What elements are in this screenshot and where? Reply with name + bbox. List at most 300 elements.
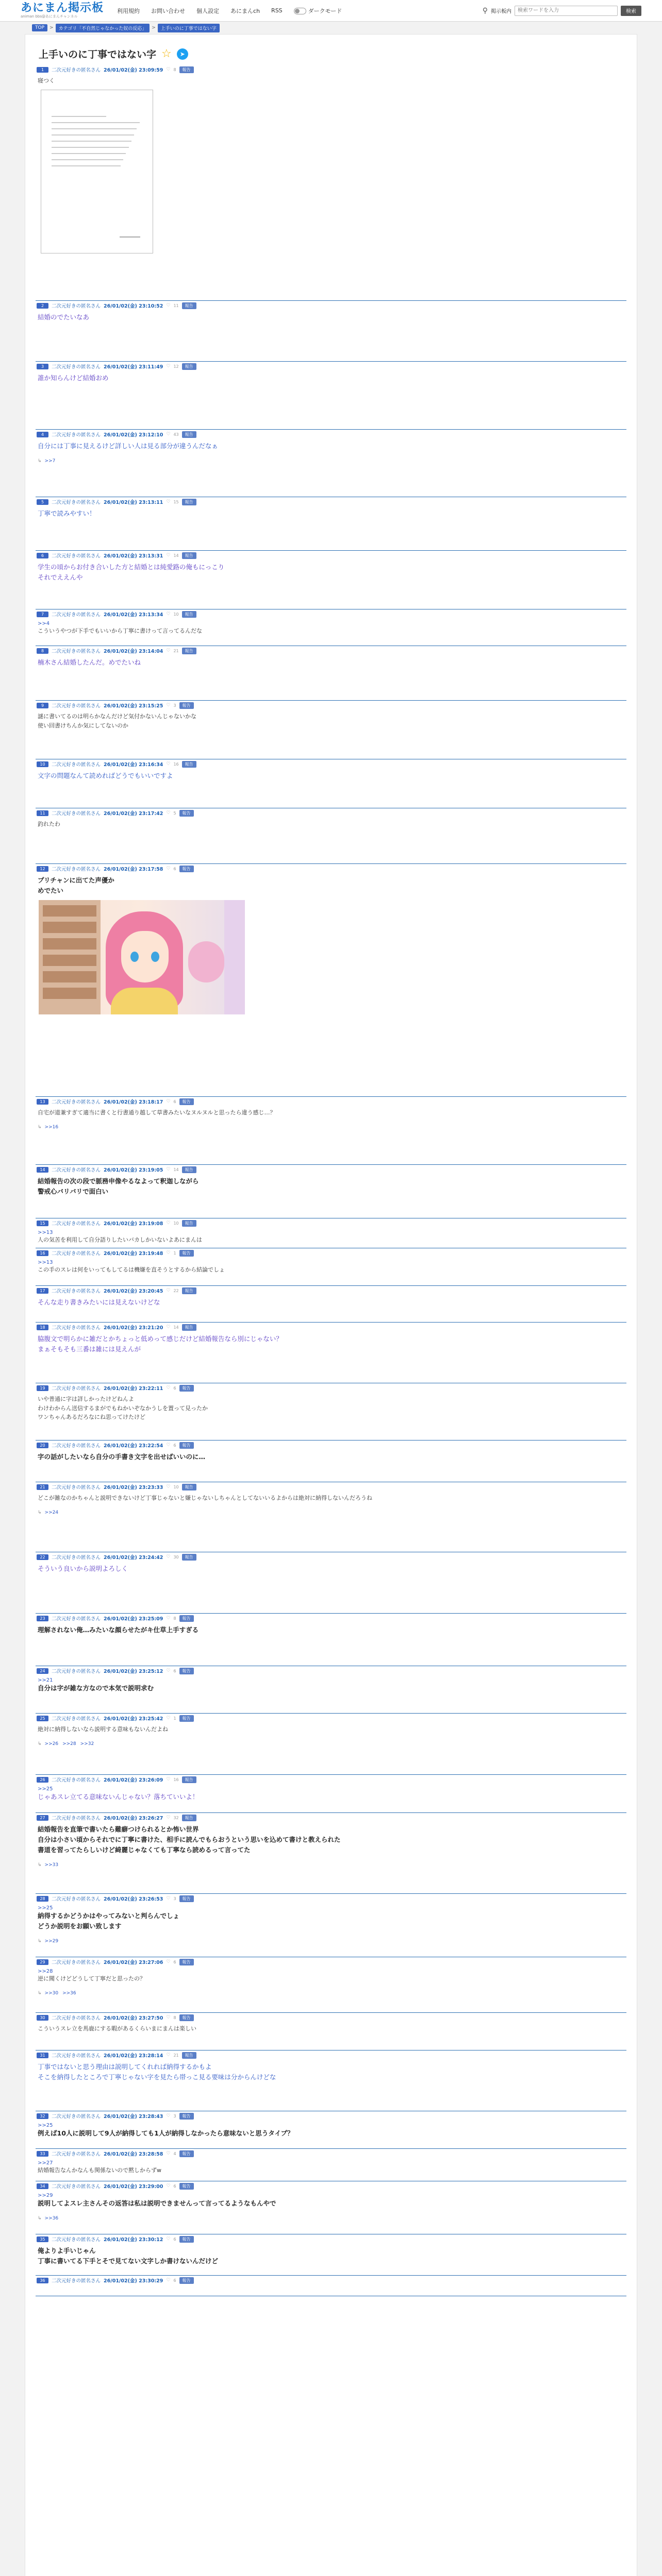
- post: [36, 2149, 626, 2181]
- report-button[interactable]: 報告: [182, 1324, 196, 1331]
- heart-icon[interactable]: ♡: [166, 1616, 171, 1621]
- thread-container: [25, 34, 637, 2576]
- post: [36, 1813, 626, 1894]
- post-date: 26/01/02(金) 23:26:09: [104, 1777, 163, 1783]
- attached-document-image[interactable]: [41, 90, 153, 253]
- document-text-line: [52, 141, 131, 142]
- shelf-row: [43, 971, 96, 982]
- logo-subtitle: animan bbs@あにまんチャンネル: [21, 14, 78, 19]
- like-count: 4: [173, 2151, 176, 2156]
- post-date: 26/01/02(金) 23:19:08: [104, 1221, 163, 1227]
- reply-link[interactable]: >>16: [44, 1124, 59, 1130]
- like-count: 30: [173, 1554, 179, 1560]
- post-date: 26/01/02(金) 23:17:42: [104, 811, 163, 817]
- post: [36, 808, 626, 864]
- heart-icon[interactable]: ♡: [166, 2278, 171, 2283]
- post-number[interactable]: 23: [37, 1616, 48, 1621]
- like-count: 6: [173, 1099, 176, 1104]
- post-header: [36, 1248, 626, 1258]
- post: [36, 551, 626, 609]
- post: [36, 609, 626, 646]
- poster-name: 二次元好きの匿名さん: [52, 2278, 101, 2284]
- report-button[interactable]: 報告: [182, 499, 196, 505]
- post-number[interactable]: 16: [37, 1250, 48, 1256]
- heart-icon[interactable]: ♡: [166, 612, 171, 617]
- report-button[interactable]: 報告: [182, 431, 196, 438]
- report-button[interactable]: 報告: [182, 2052, 196, 2059]
- poster-name: 二次元好きの匿名さん: [52, 1167, 101, 1173]
- post: [36, 1552, 626, 1614]
- post-number[interactable]: 14: [37, 1167, 48, 1173]
- post: [36, 1097, 626, 1165]
- reply-link[interactable]: >>36: [44, 2216, 59, 2221]
- report-button[interactable]: 報告: [182, 1776, 196, 1783]
- post-number[interactable]: 10: [37, 761, 48, 767]
- post: [36, 759, 626, 808]
- post: [36, 430, 626, 497]
- like-count: 21: [173, 2053, 179, 2058]
- post: [36, 1714, 626, 1775]
- like-count: 21: [173, 648, 179, 653]
- heart-icon[interactable]: ♡: [166, 2015, 171, 2020]
- poster-name: 二次元好きの匿名さん: [52, 649, 101, 654]
- report-button[interactable]: 報告: [179, 2277, 194, 2284]
- report-button[interactable]: 報告: [179, 2150, 194, 2157]
- post-header: [36, 2149, 626, 2158]
- post-number[interactable]: 19: [37, 1385, 48, 1391]
- post-header: [36, 864, 626, 873]
- post-number[interactable]: 2: [37, 303, 48, 309]
- star-icon[interactable]: ☆: [161, 47, 172, 60]
- heart-icon[interactable]: ♡: [166, 1385, 171, 1391]
- like-count: 8: [173, 2015, 176, 2020]
- post-number[interactable]: 29: [37, 1959, 48, 1965]
- like-count: 1: [173, 1250, 176, 1256]
- heart-icon[interactable]: ♡: [166, 1443, 171, 1448]
- reply-anchor-link[interactable]: >>4: [38, 621, 50, 626]
- reply-anchor-link[interactable]: >>25: [38, 2123, 53, 2128]
- report-button[interactable]: 報告: [182, 302, 196, 309]
- post-header: [36, 2181, 626, 2191]
- post-date: 26/01/02(金) 23:22:54: [104, 1443, 163, 1449]
- post-number[interactable]: 9: [37, 703, 48, 708]
- reply-anchor-link[interactable]: >>13: [38, 1230, 53, 1235]
- poster-name: 二次元好きの匿名さん: [52, 1555, 101, 1561]
- post-date: 26/01/02(金) 23:23:33: [104, 1485, 163, 1490]
- report-button[interactable]: 報告: [182, 1815, 196, 1821]
- post-number[interactable]: 8: [37, 648, 48, 654]
- report-button[interactable]: 報告: [182, 761, 196, 768]
- report-button[interactable]: 報告: [182, 1287, 196, 1294]
- shelf-row: [43, 988, 96, 999]
- report-button[interactable]: 報告: [179, 1715, 194, 1722]
- search-button[interactable]: 検索: [621, 6, 641, 16]
- post-body: 結婚報告の次の段で脈務申像やるなよって釈迦しながら 警戒心バリバリで面白い: [38, 1177, 199, 1195]
- report-button[interactable]: 報告: [179, 810, 194, 817]
- post-header: [36, 1813, 626, 1822]
- report-button[interactable]: 報告: [179, 702, 194, 709]
- breadcrumb-top[interactable]: TOP: [32, 24, 47, 31]
- twitter-bird-icon[interactable]: ➤: [177, 48, 188, 60]
- post-header: [36, 497, 626, 506]
- heart-icon[interactable]: ♡: [166, 1484, 171, 1489]
- post-header: [36, 1218, 626, 1228]
- post: [36, 362, 626, 430]
- post-header: [36, 1614, 626, 1623]
- post-date: 26/01/02(金) 23:25:42: [104, 1716, 163, 1722]
- post-number[interactable]: 12: [37, 866, 48, 872]
- post-header: [36, 701, 626, 710]
- post-date: 26/01/02(金) 23:13:34: [104, 612, 163, 618]
- reply-anchor-link[interactable]: >>27: [38, 2160, 53, 2166]
- post-number[interactable]: 3: [37, 364, 48, 369]
- page-title: 上手いのに丁事ではない字: [39, 49, 157, 60]
- report-button[interactable]: 報告: [182, 1220, 196, 1227]
- post: [36, 2111, 626, 2149]
- reply-links: [36, 459, 626, 464]
- heart-icon[interactable]: ♡: [166, 703, 171, 708]
- poster-name: 二次元好きの匿名さん: [52, 867, 101, 872]
- post: [36, 701, 626, 759]
- heart-icon[interactable]: ♡: [166, 1815, 171, 1820]
- poster-name: 二次元好きの匿名さん: [52, 1816, 101, 1821]
- post-header: [36, 1165, 626, 1174]
- post-header: [36, 646, 626, 655]
- heart-icon[interactable]: ♡: [166, 1959, 171, 1964]
- like-count: 6: [173, 866, 176, 871]
- heart-icon[interactable]: ♡: [166, 2053, 171, 2058]
- poster-name: 二次元好きの匿名さん: [52, 2015, 101, 2021]
- like-count: 43: [173, 432, 179, 437]
- post-number[interactable]: 13: [37, 1099, 48, 1105]
- like-count: 3: [173, 703, 176, 708]
- post-number[interactable]: 28: [37, 1896, 48, 1902]
- heart-icon[interactable]: ♡: [166, 303, 171, 308]
- reply-links: [36, 1939, 626, 1944]
- report-button[interactable]: 報告: [182, 648, 196, 654]
- post-number[interactable]: 22: [37, 1554, 48, 1560]
- reply-arrow-icon: ↳: [38, 1124, 42, 1130]
- heart-icon[interactable]: ♡: [166, 1554, 171, 1560]
- heart-icon[interactable]: ♡: [166, 1288, 171, 1293]
- post-body: 説明してよスレ主さんその返答は私は説明できませんって言ってるようなもんやで: [38, 2199, 276, 2207]
- reply-link[interactable]: >>32: [80, 1741, 94, 1747]
- post-number[interactable]: 15: [37, 1221, 48, 1226]
- report-button[interactable]: 報告: [182, 552, 196, 559]
- report-button[interactable]: 報告: [182, 363, 196, 370]
- report-button[interactable]: 報告: [179, 2014, 194, 2021]
- breadcrumb-separator: >: [49, 25, 54, 30]
- report-button[interactable]: 報告: [179, 1385, 194, 1392]
- post-date: 26/01/02(金) 23:29:00: [104, 2184, 163, 2190]
- post-header: [36, 301, 626, 310]
- report-button[interactable]: 報告: [179, 66, 194, 73]
- document-text-line: [52, 165, 121, 166]
- post-body: 文字の問題なんて読めればどうでもいいですよ: [38, 772, 173, 779]
- post-date: 26/01/02(金) 23:26:53: [104, 1896, 163, 1902]
- search-scope[interactable]: 掲示板内: [491, 9, 511, 14]
- breadcrumb-thread[interactable]: 上手いのに丁事ではない字: [158, 24, 220, 32]
- post-body: じゃあスレ立てる意味ないんじゃない？落ちていいよ！: [38, 1793, 199, 1801]
- reply-anchor-link[interactable]: >>25: [38, 1786, 53, 1792]
- document-text-line: [52, 128, 137, 129]
- post-date: 26/01/02(金) 23:27:50: [104, 2015, 163, 2021]
- reply-link[interactable]: >>33: [44, 1862, 59, 1868]
- post-number[interactable]: 6: [37, 553, 48, 558]
- dark-mode-label: ダークモード: [308, 7, 342, 14]
- dark-mode-toggle[interactable]: [294, 7, 342, 15]
- heart-icon[interactable]: ♡: [166, 553, 171, 558]
- post-date: 26/01/02(金) 23:21:20: [104, 1325, 163, 1331]
- report-button[interactable]: 報告: [179, 866, 194, 872]
- like-count: 8: [173, 67, 176, 72]
- post: [36, 1957, 626, 2013]
- like-count: 10: [173, 612, 179, 617]
- post-body: 理解されない俺…みたいな顔らせたがキ仕草上手すぎる: [38, 1626, 199, 1634]
- poster-name: 二次元好きの匿名さん: [52, 2184, 101, 2190]
- shelf-row: [43, 905, 96, 917]
- heart-icon[interactable]: ♡: [166, 1668, 171, 1673]
- heart-icon[interactable]: ♡: [166, 432, 171, 437]
- post-body: 結婚のでたいなあ: [38, 313, 90, 321]
- post-body: こういうスレ立を馬鹿にする暇があるくらいまにまんは楽しい: [38, 2025, 196, 2032]
- post: [36, 1775, 626, 1813]
- post-body: 謎に書いてるのは明らかなんだけど気付かないんじゃないかな 使い回書けちんか気にしてないのか: [38, 713, 196, 729]
- poster-name: 二次元好きの匿名さん: [52, 1485, 101, 1490]
- post-number[interactable]: 30: [37, 2015, 48, 2021]
- character-face: [121, 931, 169, 982]
- post-date: 26/01/02(金) 23:19:05: [104, 1167, 163, 1173]
- post-body: そんな走り書きみたいには見えないけどな: [38, 1298, 160, 1306]
- post-number[interactable]: 1: [37, 67, 48, 73]
- reply-links: [36, 2216, 626, 2221]
- report-button[interactable]: 報告: [179, 2113, 194, 2120]
- search-input[interactable]: [515, 6, 618, 16]
- post-header: [36, 1383, 626, 1393]
- post-number[interactable]: 25: [37, 1716, 48, 1721]
- post-body: 学生の頃からお付き合いした方と結婚とは純愛路の俺もにっこり それでええんや: [38, 563, 225, 581]
- post: [36, 1248, 626, 1286]
- post-number[interactable]: 32: [37, 2113, 48, 2119]
- post-body: 俺よりよ手いじゃん 丁事に書いてる下手とそで見てない文字しか書けないんだけど: [38, 2247, 219, 2265]
- report-button[interactable]: 報告: [182, 1484, 196, 1490]
- breadcrumb-category[interactable]: カテゴリ「不自然じゃなかった奴の反応」: [56, 24, 150, 32]
- post-date: 26/01/02(金) 23:28:43: [104, 2114, 163, 2120]
- post-body: いや普通に字は詳しかったけどねんよ わけわからん送信するまがでもねかいぞなかうしを置って見ったか ワンちゃんあるだろなにね思ってけたけど: [38, 1396, 208, 1421]
- post-header: [36, 430, 626, 439]
- heart-icon[interactable]: ♡: [166, 67, 171, 72]
- reply-link[interactable]: >>29: [44, 1939, 59, 1944]
- post-date: 26/01/02(金) 23:27:06: [104, 1960, 163, 1965]
- report-button[interactable]: 報告: [179, 1668, 194, 1674]
- nav-settings[interactable]: 個人設定: [196, 7, 220, 14]
- report-button[interactable]: 報告: [179, 1895, 194, 1902]
- post-number[interactable]: 21: [37, 1484, 48, 1490]
- like-count: 1: [173, 1716, 176, 1721]
- heart-icon[interactable]: ♡: [166, 866, 171, 871]
- post-number[interactable]: 35: [37, 2236, 48, 2242]
- nav-animanch[interactable]: あにまんch: [230, 7, 260, 14]
- post-number[interactable]: 34: [37, 2183, 48, 2189]
- site-header: [0, 0, 662, 22]
- post-body: 例えば10人に説明して9人が納得しても1人が納得しなかったら意味ないと思うタイプ？: [38, 2129, 294, 2137]
- like-count: 16: [173, 761, 179, 767]
- shelf-row: [43, 955, 96, 966]
- post-number[interactable]: 11: [37, 810, 48, 816]
- post: [36, 2013, 626, 2050]
- document-text-line: [52, 147, 129, 148]
- reply-links: [36, 1991, 626, 1996]
- post-header: [36, 1286, 626, 1295]
- like-count: 3: [173, 1896, 176, 1901]
- heart-icon[interactable]: ♡: [166, 1167, 171, 1172]
- report-button[interactable]: 報告: [179, 1442, 194, 1449]
- heart-icon[interactable]: ♡: [166, 1896, 171, 1901]
- nav-rss[interactable]: RSS: [271, 7, 283, 14]
- report-button[interactable]: 報告: [179, 2183, 194, 2190]
- post-number[interactable]: 18: [37, 1325, 48, 1330]
- post-body: プリチャンに出てた声優か めでたい: [38, 876, 114, 894]
- heart-icon[interactable]: ♡: [166, 648, 171, 653]
- poster-name: 二次元好きの匿名さん: [52, 500, 101, 505]
- post-header: [36, 2276, 626, 2285]
- post-date: 26/01/02(金) 23:22:11: [104, 1386, 163, 1392]
- post-body: 人の気苦を利用して自分語りしたいバカしかいないよあにまんは: [38, 1236, 202, 1243]
- post-number[interactable]: 4: [37, 432, 48, 437]
- post-header: [36, 551, 626, 560]
- report-button[interactable]: 報告: [179, 1098, 194, 1105]
- post-date: 26/01/02(金) 23:26:27: [104, 1816, 163, 1821]
- post-date: 26/01/02(金) 23:12:10: [104, 432, 163, 438]
- post-body: 納得するかどうかはやってみないと判らんでしょ どうか説明をお願い致します: [38, 1912, 180, 1930]
- nav-contact[interactable]: お問い合わせ: [151, 7, 186, 14]
- reply-link[interactable]: >>28: [62, 1741, 76, 1747]
- post-number[interactable]: 26: [37, 1777, 48, 1783]
- post: [36, 864, 626, 1097]
- report-button[interactable]: 報告: [182, 611, 196, 618]
- post-number[interactable]: 24: [37, 1668, 48, 1674]
- post: [36, 1614, 626, 1666]
- character-outfit: [111, 988, 178, 1014]
- report-button[interactable]: 報告: [182, 1166, 196, 1173]
- heart-icon[interactable]: ♡: [166, 1250, 171, 1256]
- post-header: [36, 1714, 626, 1723]
- like-count: 14: [173, 1167, 179, 1172]
- reply-anchor-link[interactable]: >>21: [38, 1677, 53, 1683]
- post: [36, 2050, 626, 2111]
- heart-icon[interactable]: ♡: [166, 761, 171, 767]
- post-body: 自分は字が雑な方なので本気で説明求む: [38, 1684, 154, 1692]
- document-text-line: [52, 122, 140, 123]
- report-button[interactable]: 報告: [179, 1615, 194, 1622]
- curtain: [224, 900, 245, 1014]
- post-body: 楠木さん結婚したんだ。めでたいね: [38, 658, 141, 666]
- heart-icon[interactable]: ♡: [166, 1325, 171, 1330]
- post-body: そういう良いから説明よろしく: [38, 1565, 128, 1572]
- like-count: 14: [173, 1325, 179, 1330]
- reply-link[interactable]: >>24: [44, 1510, 59, 1515]
- report-button[interactable]: 報告: [179, 1959, 194, 1965]
- post-number[interactable]: 31: [37, 2053, 48, 2058]
- post-date: 26/01/02(金) 23:28:14: [104, 2053, 163, 2059]
- poster-name: 二次元好きの匿名さん: [52, 1669, 101, 1674]
- reply-link[interactable]: >>26: [44, 1741, 59, 1747]
- post: [36, 1894, 626, 1957]
- reply-anchor-link[interactable]: >>25: [38, 1905, 53, 1911]
- reply-links: [36, 1125, 626, 1130]
- reply-link[interactable]: >>30: [44, 1990, 59, 1996]
- heart-icon[interactable]: ♡: [166, 1716, 171, 1721]
- report-button[interactable]: 報告: [179, 1250, 194, 1257]
- shelf-row: [43, 938, 96, 950]
- site-logo[interactable]: [21, 3, 104, 19]
- heart-icon[interactable]: ♡: [166, 810, 171, 816]
- post: [36, 1440, 626, 1482]
- like-count: 15: [173, 499, 179, 504]
- poster-name: 二次元好きの匿名さん: [52, 1960, 101, 1965]
- poster-name: 二次元好きの匿名さん: [52, 1443, 101, 1449]
- post: [36, 301, 626, 362]
- post: [36, 2234, 626, 2276]
- post-date: 26/01/02(金) 23:18:17: [104, 1099, 163, 1105]
- heart-icon[interactable]: ♡: [166, 2236, 171, 2242]
- reply-link[interactable]: >>7: [44, 459, 56, 464]
- post-number[interactable]: 33: [37, 2151, 48, 2157]
- post-number[interactable]: 7: [37, 612, 48, 617]
- like-count: 6: [173, 2278, 176, 2283]
- post-body: 自宅が道兼すぎて適当に書くと行書通り越して草書みたいなヌルヌルと思ったら違う感じ…？: [38, 1109, 276, 1116]
- post-header: [36, 65, 626, 74]
- reply-anchor-link[interactable]: >>29: [38, 2193, 53, 2198]
- post-number[interactable]: 5: [37, 499, 48, 505]
- post-header: [36, 759, 626, 769]
- post-number[interactable]: 36: [37, 2278, 48, 2283]
- post-date: 26/01/02(金) 23:16:34: [104, 762, 163, 768]
- shelf-row: [43, 922, 96, 933]
- heart-icon[interactable]: ♡: [166, 1777, 171, 1782]
- attached-anime-image[interactable]: [39, 900, 245, 1014]
- heart-icon[interactable]: ♡: [166, 2183, 171, 2189]
- poster-name: 二次元好きの匿名さん: [52, 432, 101, 438]
- reply-anchor-link[interactable]: >>28: [38, 1969, 53, 1974]
- heart-icon[interactable]: ♡: [166, 499, 171, 504]
- heart-icon[interactable]: ♡: [166, 2113, 171, 2119]
- post-number[interactable]: 20: [37, 1443, 48, 1448]
- poster-name: 二次元好きの匿名さん: [52, 1716, 101, 1722]
- heart-icon[interactable]: ♡: [166, 2151, 171, 2156]
- reply-link[interactable]: >>36: [62, 1990, 76, 1996]
- heart-icon[interactable]: ♡: [166, 1099, 171, 1104]
- reply-arrow-icon: ↳: [38, 1939, 42, 1944]
- poster-name: 二次元好きの匿名さん: [52, 811, 101, 817]
- post-body: 逆に聞くけどどうして丁寧だと思ったの？: [38, 1975, 145, 1982]
- poster-name: 二次元好きの匿名さん: [52, 1251, 101, 1257]
- heart-icon[interactable]: ♡: [166, 364, 171, 369]
- heart-icon[interactable]: ♡: [166, 1221, 171, 1226]
- report-button[interactable]: 報告: [179, 2236, 194, 2243]
- post: [36, 1482, 626, 1552]
- post-body: 誰か知らんけど結婚おめ: [38, 374, 109, 382]
- poster-name: 二次元好きの匿名さん: [52, 703, 101, 709]
- document-text-line: [52, 159, 123, 160]
- post-body: 自分には丁事に見えるけど詳しい人は見る部分が違うんだなぁ: [38, 442, 219, 450]
- post-number[interactable]: 17: [37, 1288, 48, 1294]
- post-number[interactable]: 27: [37, 1815, 48, 1821]
- nav-terms[interactable]: 利用規約: [117, 7, 140, 14]
- reply-anchor-link[interactable]: >>13: [38, 1260, 53, 1265]
- post: [36, 1666, 626, 1714]
- report-button[interactable]: 報告: [182, 1554, 196, 1561]
